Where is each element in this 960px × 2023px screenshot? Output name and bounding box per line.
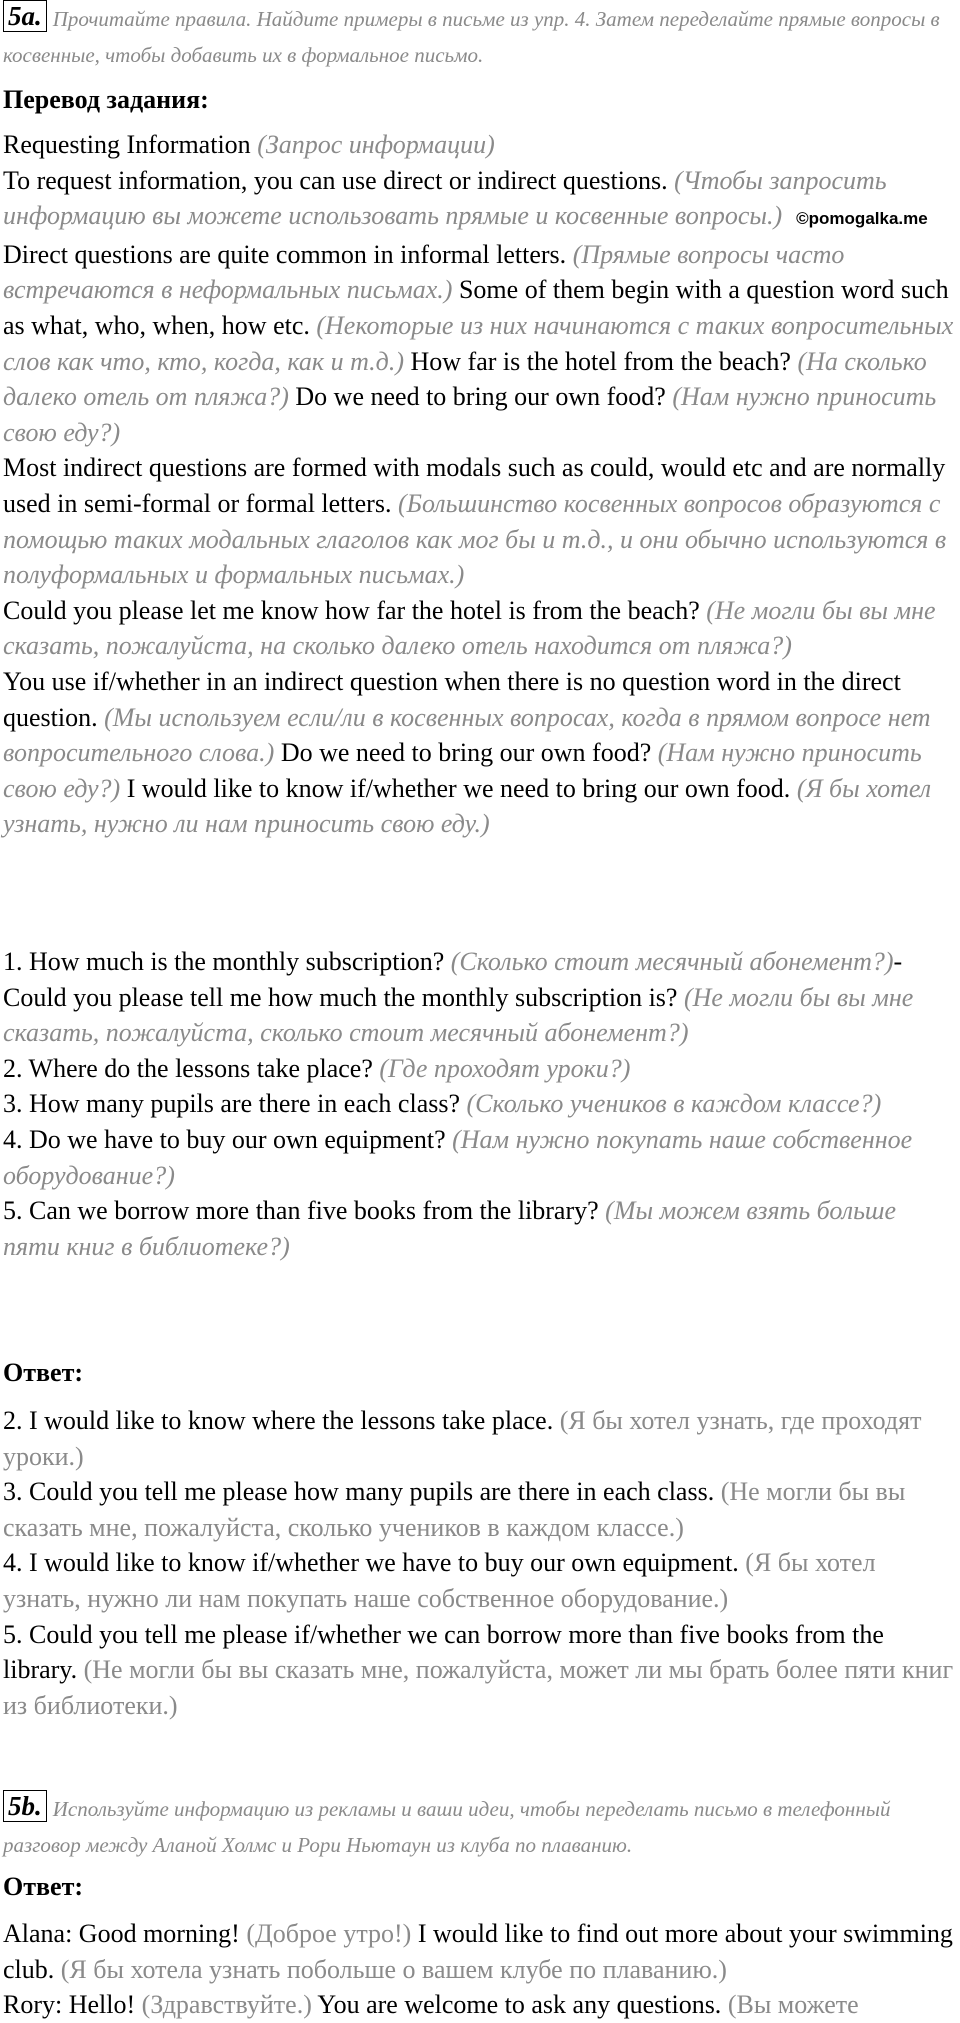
rule-translation: (Я бы хотел узнать, нужно ли нам приносить свою еду.) [3,773,932,839]
question-text: 2. Where do the lessons take place? [3,1053,373,1083]
question-translation: (Сколько стоит месячный абонемент?) [450,947,894,976]
question-translation: (Где проходят уроки?) [379,1053,631,1083]
list-item [3,944,957,1051]
rule-example: How far is the hotel from the beach? [410,346,791,376]
dialogue [3,1916,957,2023]
dialogue-text: You are welcome to ask any questions. [317,1990,722,2020]
rule-translation: (Прямые вопросы часто встречаются в неформальных письмах.) [3,239,845,305]
rule-sentence: You use if/whether in an indirect question when there is no question word in the direct question. [3,666,901,732]
rule-translation: (Мы используем если/ли в косвенных вопросах, когда в прямом вопросе нет вопросительного слова.) [3,702,931,768]
rule-translation: (Большинство косвенных вопросов образуются с помощью таких модальных глаголов как мог бы и т.д., и они обычно используются в полуформальных и формальных письмах.) [3,488,947,590]
answer-translation: (Я бы хотел узнать, где проходят уроки.) [3,1406,922,1471]
dialogue-text: Rory: Hello! [3,1990,136,2020]
rule-translation: (Нам нужно приносить свою еду?) [3,382,937,447]
rule-sentence: To request information, you can use direct or indirect questions. [3,165,668,195]
exercise-5a-header [3,0,957,72]
dialogue-text: Alana: Good morning! [3,1919,240,1948]
dialogue-text: I would like to find out more about your swimming club. [3,1919,953,1984]
answer-translation: (Не могли бы вы сказать мне, пожалуйста, может ли мы брать более пяти книг из библиотеки.) [3,1655,954,1720]
answer-translation: (Я бы хотел узнать, нужно ли нам покупать наше собственное оборудование.) [3,1548,876,1613]
rule-example: Do we need to bring our own food? [280,738,652,768]
question-answer: - Could you please tell me how much the monthly subscription is? [3,947,903,1012]
answer-text: 3. Could you tell me please how many pupils are there in each class. [3,1477,715,1507]
dialogue-line [3,1987,957,2023]
question-translation: (Нам нужно покупать наше собственное оборудование?) [3,1124,913,1190]
exercise-5b-instruction: Используйте информацию из рекламы и ваши идеи, чтобы переделать письмо в телефонный разговор между Аланой Холмс и Рори Ньютаун из клуба по плаванию. [3,1797,891,1857]
list-item [3,1617,957,1724]
list-item [3,1474,957,1545]
question-text: 4. Do we have to buy our own equipment? [3,1124,446,1154]
question-text: 3. How many pupils are there in each class? [3,1089,461,1119]
answer-text: 4. I would like to know if/whether we have to buy our own equipment. [3,1548,739,1578]
rule-sentence: Direct questions are quite common in informal letters. [3,239,567,269]
answer-heading-2: Ответ: [3,1872,84,1901]
rule-translation: (Нам нужно приносить свою еду?) [3,738,922,803]
list-item [3,1051,957,1087]
dialogue-translation: (Вы можете [727,1990,859,2020]
exercise-5a-instruction: Прочитайте правила. Найдите примеры в письме из упр. 4. Затем переделайте прямые вопросы в косвенные, чтобы добавить их в формальное письмо. [3,7,940,67]
rules-text [3,127,957,842]
rule-sentence: Most indirect questions are formed with modals such as could, would etc and are normally used in semi-formal or formal letters. [3,453,946,518]
question-text: 5. Can we borrow more than five books from the library? [3,1196,599,1226]
list-item [3,1403,957,1474]
rule-translation: (На сколько далеко отель от пляжа?) [3,346,927,412]
rule-example: I would like to know if/whether we need to bring our own food. [126,773,791,803]
question-translation: (Мы можем взять больше пяти книг в библиотеке?) [3,1196,897,1261]
questions-list [3,944,957,1264]
translation-heading: Перевод задания: [3,85,209,114]
list-item [3,1122,957,1193]
answer-translation: (Не могли бы вы сказать мне, пожалуйста, сколько учеников в каждом классе.) [3,1477,906,1542]
rule-sentence: Some of them begin with a question word such as what, who, when, how etc. [3,275,949,340]
dialogue-translation: (Доброе утро!) [246,1919,412,1948]
exercise-number-5b: 5b. [3,1790,47,1822]
list-item [3,1193,957,1264]
list-item [3,1086,957,1122]
list-item [3,1545,957,1616]
answer-translation: (Не могли бы вы мне сказать, пожалуйста, сколько стоит месячный абонемент?) [3,982,914,1048]
watermark-text: ©pomogalka.me [796,209,928,229]
question-text: 1. How much is the monthly subscription? [3,947,445,976]
exercise-5b-header [3,1790,957,1862]
rule-example: Could you please let me know how far the hotel is from the beach? [3,595,700,625]
rule-example: Do we need to bring our own food? [295,382,666,412]
dialogue-line [3,1916,957,1987]
rule-translation: (Некоторые из них начинаются с таких вопросительных слов как что, кто, когда, как и т.д.) [3,310,954,376]
answer-text: 2. I would like to know where the lessons take place. [3,1406,554,1435]
answers-list [3,1403,957,1723]
rules-title: Requesting Information [3,130,251,159]
rule-translation: (Не могли бы вы мне сказать, пожалуйста, на сколько далеко отель находится от пляжа?) [3,595,936,661]
dialogue-translation: (Здравствуйте.) [141,1990,312,2020]
answer-heading: Ответ: [3,1358,84,1387]
answer-text: 5. Could you tell me please if/whether we can borrow more than five books from the library. [3,1619,884,1685]
rule-translation: (Чтобы запросить информацию вы можете использовать прямые и косвенные вопросы.) [3,165,887,231]
exercise-number-5a: 5a. [3,0,47,32]
rules-title-translation: (Запрос информации) [257,130,495,159]
question-translation: (Сколько учеников в каждом классе?) [466,1089,882,1119]
dialogue-translation: (Я бы хотела узнать побольше о вашем клубе по плаванию.) [60,1954,727,1984]
